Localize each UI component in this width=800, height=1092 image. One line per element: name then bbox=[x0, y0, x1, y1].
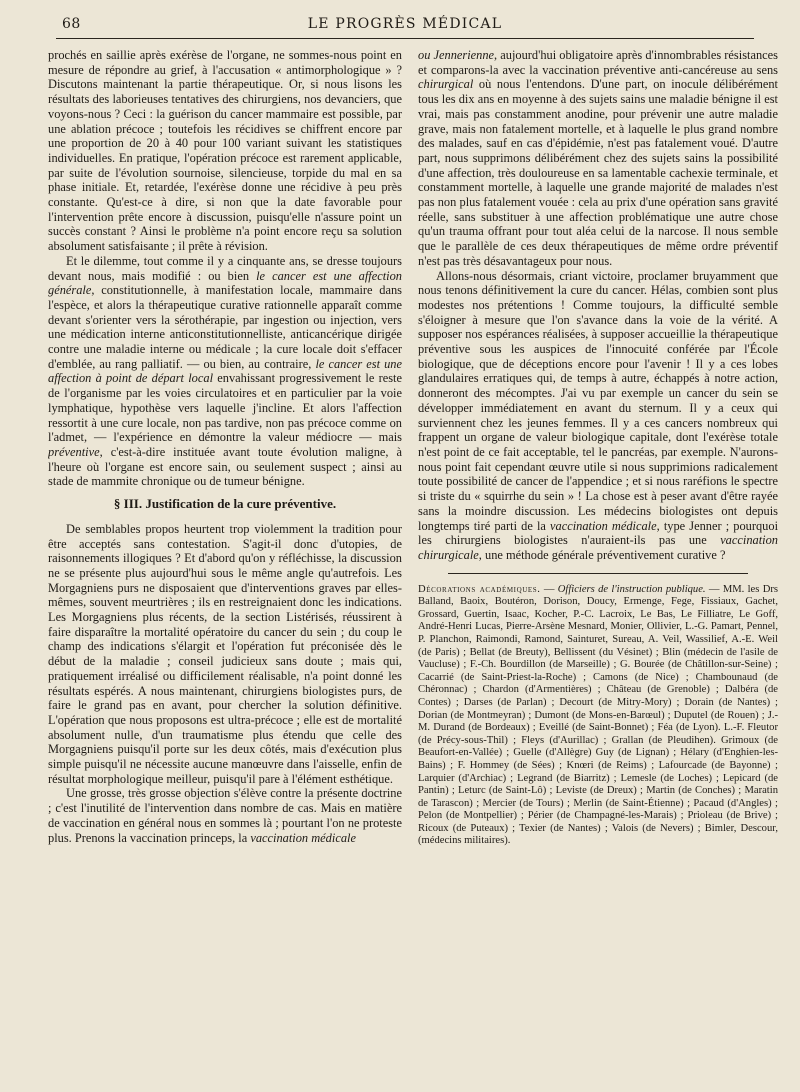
right-column bbox=[418, 48, 778, 1088]
notice-dash: — bbox=[540, 583, 558, 595]
italic-run: le cancer est une affection à point de départ local bbox=[48, 356, 402, 386]
page-header bbox=[56, 14, 754, 39]
text-run: Une grosse, très grosse objection s'élève contre la présente doctrine ; c'est l'inutilité de l'intervention dans nombre de cas. Mais en matière de vaccination en général nous en sommes là ; pourtant l'on ne proteste plus. Prenons la vaccination princeps, la bbox=[48, 786, 402, 845]
notice-heading: Officiers de l'instruction publique. bbox=[557, 583, 706, 595]
text-run: où nous l'entendons. D'une part, on inocule délibérément tous les dix ans en moyenne à des sujets sains une maladie bénigne il est vrai, mais pas constamment anodine, pour prévenir une autre maladie grave, mais non fatalement mortelle, et à laquelle le plus grand nombre des malades, sauf en cas d'épidémie, n'est pas fatalement voué. D'autre part, nous supprimons délibérément chez des sujets sains la possibilité d'une affection, très douloureuse en sa lamentable cachexie terminale, et constamment mortelle, à laquelle une grande majorité de malades n'est pas non plus fatalement vouée : cela au prix d'une opération sans gravité réelle, sans substituer à une affection problématique une autre chose qu'un trauma offrant pour tout aléa celui de la narcose. Il nous semble que le parallèle de ces deux thérapeutiques de même ordre préventif n'est pas très désavantageux pour nous. bbox=[418, 77, 778, 268]
paragraph-left-2 bbox=[48, 254, 402, 489]
text-run: , aujourd'hui obligatoire après d'innombrables résistances et comparons-la avec la vaccination préventive anti-cancéreuse au sens bbox=[418, 48, 778, 77]
paragraph-left-3: De semblables propos heurtent trop violemment la tradition pour être acceptés sans contestation. S'agit-il donc d'utopies, de raisonnements illogiques ? Et d'abord qu'on y réfléchisse, la discussion ne se présente plus aujourd'hui sous le même angle qu'autrefois. Les Morgagniens purs ne disposaient que d'interventions graves par elles-mêmes, souvent meurtrières ; ils en restreignaient donc les indications. Les Morgagniens plus récents, de la section Listérisés, réussirent à faire disparaître la mortalité opératoire du cancer du sein ; du coup le champ des indications s'élargit et l'opération fut préconisée dès le début de la maladie ; conseil judicieux sans doute ; mais qui, pratiquement irréalisé ou difficilement réalisable, n'a point donné les résultats espérés. A nous maintenant, chirurgiens biologistes purs, de faire le grand pas en avant, pour chercher la solution définitive. L'opération que nous proposons est ultra-précoce ; elle est de mortalité absolument nulle, d'un traumatisme plus étendu que celle des Morgagniens puisqu'il porte sur les deux côtés, mais d'exécution plus simple puisqu'il ne nécessite aucune manœuvre dans l'aisselle, enfin de résultat morphologique meilleur, puisqu'il pare à l'élément esthétique. bbox=[48, 521, 402, 786]
paragraph-left-4 bbox=[48, 786, 402, 845]
section-divider bbox=[448, 573, 748, 574]
paragraph-right-2 bbox=[418, 269, 778, 563]
italic-run: vaccination médicale bbox=[250, 830, 356, 845]
italic-run: ou Jennerienne bbox=[418, 48, 495, 62]
left-column bbox=[48, 48, 402, 1088]
page-number: 68 bbox=[62, 16, 81, 32]
paragraph-left-1: prochés en saillie après exérèse de l'organe, ne sommes-nous point en mesure de répondre au grief, à l'accusation « antimorphologique » ? Discutons maintenant la partie thérapeutique. Or, si nous lisons les résultats des laborieuses tentatives des chirurgiens, nos devanciers, que voyons-nous ? Ceci : la guérison du cancer mammaire est possible, par une ablation précoce ; toutefois les récidives se chiffrent encore par une proportion de 20 à 40 pour 100 variant suivant les statistiques individuelles. En pratique, l'opération précoce est rarement applicable, par suite de l'évolution sournoise, silencieuse, torpide du mal en sa phase initiale. Et, retardée, l'exérèse donne une récidive à peu près constante. Qu'est-ce à dire, si non que la date favorable pour l'intervention prête encore à discussion, puisqu'elle n'assure point un succès constant ? Ainsi le problème n'a point encore reçu sa solution absolument satisfaisante ; il prête à révision. bbox=[48, 48, 402, 254]
notice-label: Décorations académiques. bbox=[418, 583, 541, 595]
notice-body: — MM. les Drs Balland, Baoix, Boutéron, Dorison, Doucy, Ermenge, Fege, Fissiaux, Gachet, Grossard, Guertin, Isaac, Kocher, P.-C. Lacroix, Le Bas, Le Filliatre, Le Goff, André-Henri Lucas, Pierre-Arsène Mesnard, Monier, Ollivier, L.-G. Pamart, Pennel, P. Planchon, Raimondi, Ramond, Sainturet, Sureau, A. Veil, Wassilief, A.-E. Weil (de Paris) ; Bellat (de Breuty), Bellissent (du Vésinet) ; Blin (médecin de l'asile de Vaucluse) ; F.-Ch. Bourdillon (de Marseille) ; G. Bourée (de Châtillon-sur-Seine) ; Cacarrié (de Saint-Priest-la-Roche) ; Camons (de Nice) ; Chambounaud (de Chéronnac) ; Chardon (d'Armentières) ; Château (de Grenoble) ; Dalbéra (de Contes) ; Darses (de Parlan) ; Decourt (de Mitry-Mory) ; Dorain (de Nantes) ; Dorian (de Montmeyran) ; Dumont (de Mons-en-Barœul) ; Duputel (de Rouen) ; J.-M. Durand (de Bordeaux) ; Eveillé (de Saint-Bonnet) ; Féa (de Lyon). L.-F. Fleutor (de Précy-sous-Thil) ; Fleys (d'Aurillac) ; Grallan (de Pleudihen). Grimoux (de Beaufort-en-Vallée) ; Guelle (d'Allègre) Guy (de Lignan) ; Hélary (d'Enghien-les-Bains) ; F. Hommey (de Sées) ; Knœri (de Reims) ; Lafourcade (de Bayonne) ; Larquier (d'Archiac) ; Legrand (de Biarritz) ; Lemesle (de Loches) ; Lepicard (de Pantin) ; Leturc (de Saint-Lô) ; Leviste (de Dreux) ; Martin (de Conches) ; Maratin de Tarascon) ; Mercier (de Tours) ; Merlin (de Saint-Étienne) ; Pacaud (d'Angles) ; Pelon (de Montpellier) ; Périer (de Champagné-les-Marais) ; Prioleau (de Brive) ; Ricoux (de Puteaux) ; Texier (de Nantes) ; Valois (de Nevers) ; Bimler, Descour, (médecins militaires). bbox=[418, 583, 778, 847]
section-heading: § III. Justification de la cure préventive. bbox=[113, 496, 337, 512]
text-run: , constitutionnelle, à manifestation locale, mammaire dans l'espèce, et alors la thérapeutique curative rationnelle apparaît comme devant s'orienter vers la sérothérapie, par ingestion ou injection, vers une médication interne anticonstitutionnelliste, anticancérique dirigée contre une maladie interne ou médicale ; la cure locale doit s'effacer d'emblée, au rang palliatif. — ou bien, au contraire, bbox=[48, 283, 402, 371]
text-run: , une méthode générale préventivement curative ? bbox=[478, 547, 726, 562]
running-title: LE PROGRÈS MÉDICAL bbox=[307, 16, 503, 32]
italic-run: chirurgical bbox=[418, 77, 474, 92]
text-run: Et le dilemme, tout comme il y a cinquante ans, se dresse toujours devant nous, mais modifié : ou bien bbox=[48, 253, 402, 283]
italic-run: vaccination médicale bbox=[550, 518, 657, 533]
italic-run: vaccination chirurgicale bbox=[418, 533, 778, 562]
text-run: , type Jenner ; pourquoi les chirurgiens biologistes n'auraient-ils pas une bbox=[418, 518, 778, 548]
italic-run: préventive bbox=[48, 444, 100, 459]
text-run: , c'est-à-dire instituée avant toute évolution maligne, à l'heure où l'organe est encore sain, ou seulement suspect ; ainsi au stade de mammite chronique ou de tumeur bénigne. bbox=[48, 444, 402, 489]
text-run: envahissant progressivement le reste de l'organisme par les voies circulatoires et en particulier par la voie lymphatique, hypothèse vers laquelle j'incline. Et alors l'affection ressortit à une cure locale, non pas tardive, non pas précoce comme on l'admet, — l'expérience en démontre la valeur médiocre — mais bbox=[48, 371, 402, 445]
italic-run: le cancer est une affection générale bbox=[48, 268, 402, 298]
decorations-notice bbox=[418, 584, 778, 848]
paragraph-right-1 bbox=[418, 48, 778, 269]
text-run: Allons-nous désormais, criant victoire, proclamer bruyamment que nous tenons définitivement la cure du cancer. Hélas, combien sont plus modestes nos prétentions ! Comme toujours, la difficulté semble s'éloigner à mesure que l'on s'avance dans la voie de la vérité. A supposer nos espérances réalisées, à supposer accueillie la thérapeutique préventive sous les auspices de l'innocuité conférée par l'École biologique, que de déceptions encore pour l'avenir ! Il y a ces lobes glandulaires erratiques qui, de temps à autre, échappés à notre action, donneront des mécomptes. J'ai vu par exemple un cancer du sein se développer immédiatement en avant du sternum. Il y a ceux qui surviennent chez les jeunes femmes. Il y a ces cancers nombreux qui frappent un organe de valeur biologique capitale, dont l'exérèse totale n'est point de ce fait acceptable, tel le pancréas, par exemple. N'aurons-nous point fait cependant œuvre utile si nous supprimions radicalement toute possibilité de cancer de l'appendice ; et si nous raréfions le spectre si triste du « squirrhe du sein » ! La chose est à peser avant d'être rayée sans la moindre discussion. Les médecins biologistes ont depuis longtemps tiré parti de la bbox=[418, 268, 778, 533]
